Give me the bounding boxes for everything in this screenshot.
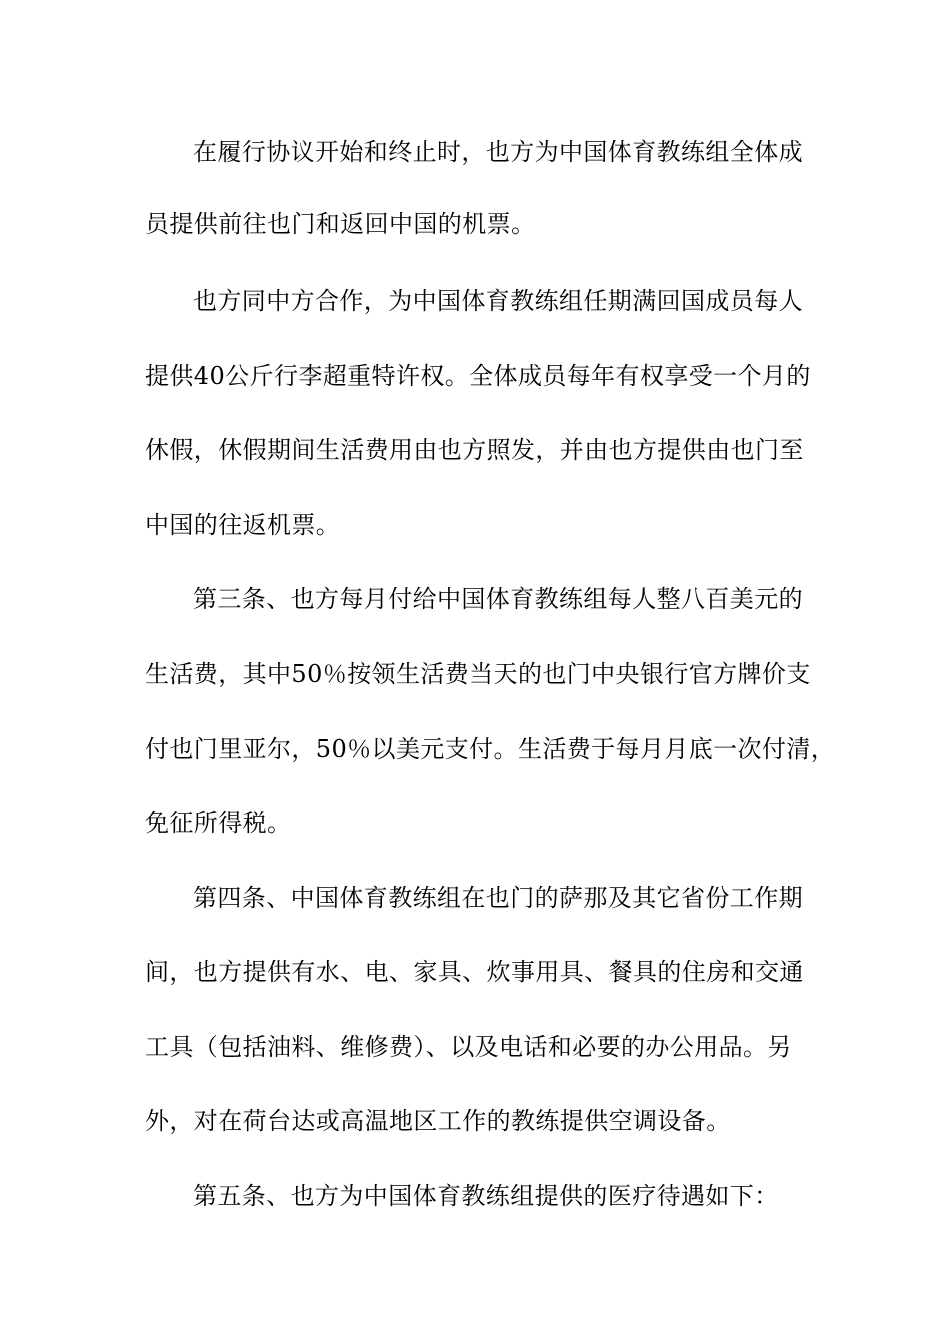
text-line: 外，对在荷台达或高温地区工作的教练提供空调设备。: [145, 1107, 731, 1135]
text-line: 间，也方提供有水、电、家具、炊事用具、餐具的住房和交通: [145, 958, 804, 986]
text-line: 免征所得税。: [145, 809, 292, 837]
text-line: 在履行协议开始和终止时，也方为中国体育教练组全体成: [193, 138, 803, 166]
text-line: 提供40公斤行李超重特许权。全体成员每年有权享受一个月的: [145, 362, 811, 390]
text-line: 员提供前往也门和返回中国的机票。: [145, 210, 536, 238]
text-line: 也方同中方合作，为中国体育教练组任期满回国成员每人: [193, 287, 803, 315]
text-line: 第四条、中国体育教练组在也门的萨那及其它省份工作期: [193, 884, 803, 912]
text-line: 付也门里亚尔，50％以美元支付。生活费于每月月底一次付清，: [145, 735, 836, 763]
text-line: 第三条、也方每月付给中国体育教练组每人整八百美元的: [193, 585, 803, 613]
text-line: 第五条、也方为中国体育教练组提供的医疗待遇如下：: [193, 1182, 779, 1210]
text-line: 生活费，其中50％按领生活费当天的也门中央银行官方牌价支: [145, 660, 811, 688]
text-line: 工具（包括油料、维修费）、以及电话和必要的办公用品。另: [145, 1033, 792, 1061]
text-line: 休假，休假期间生活费用由也方照发，并由也方提供由也门至: [145, 436, 804, 464]
text-line: 中国的往返机票。: [145, 511, 341, 539]
